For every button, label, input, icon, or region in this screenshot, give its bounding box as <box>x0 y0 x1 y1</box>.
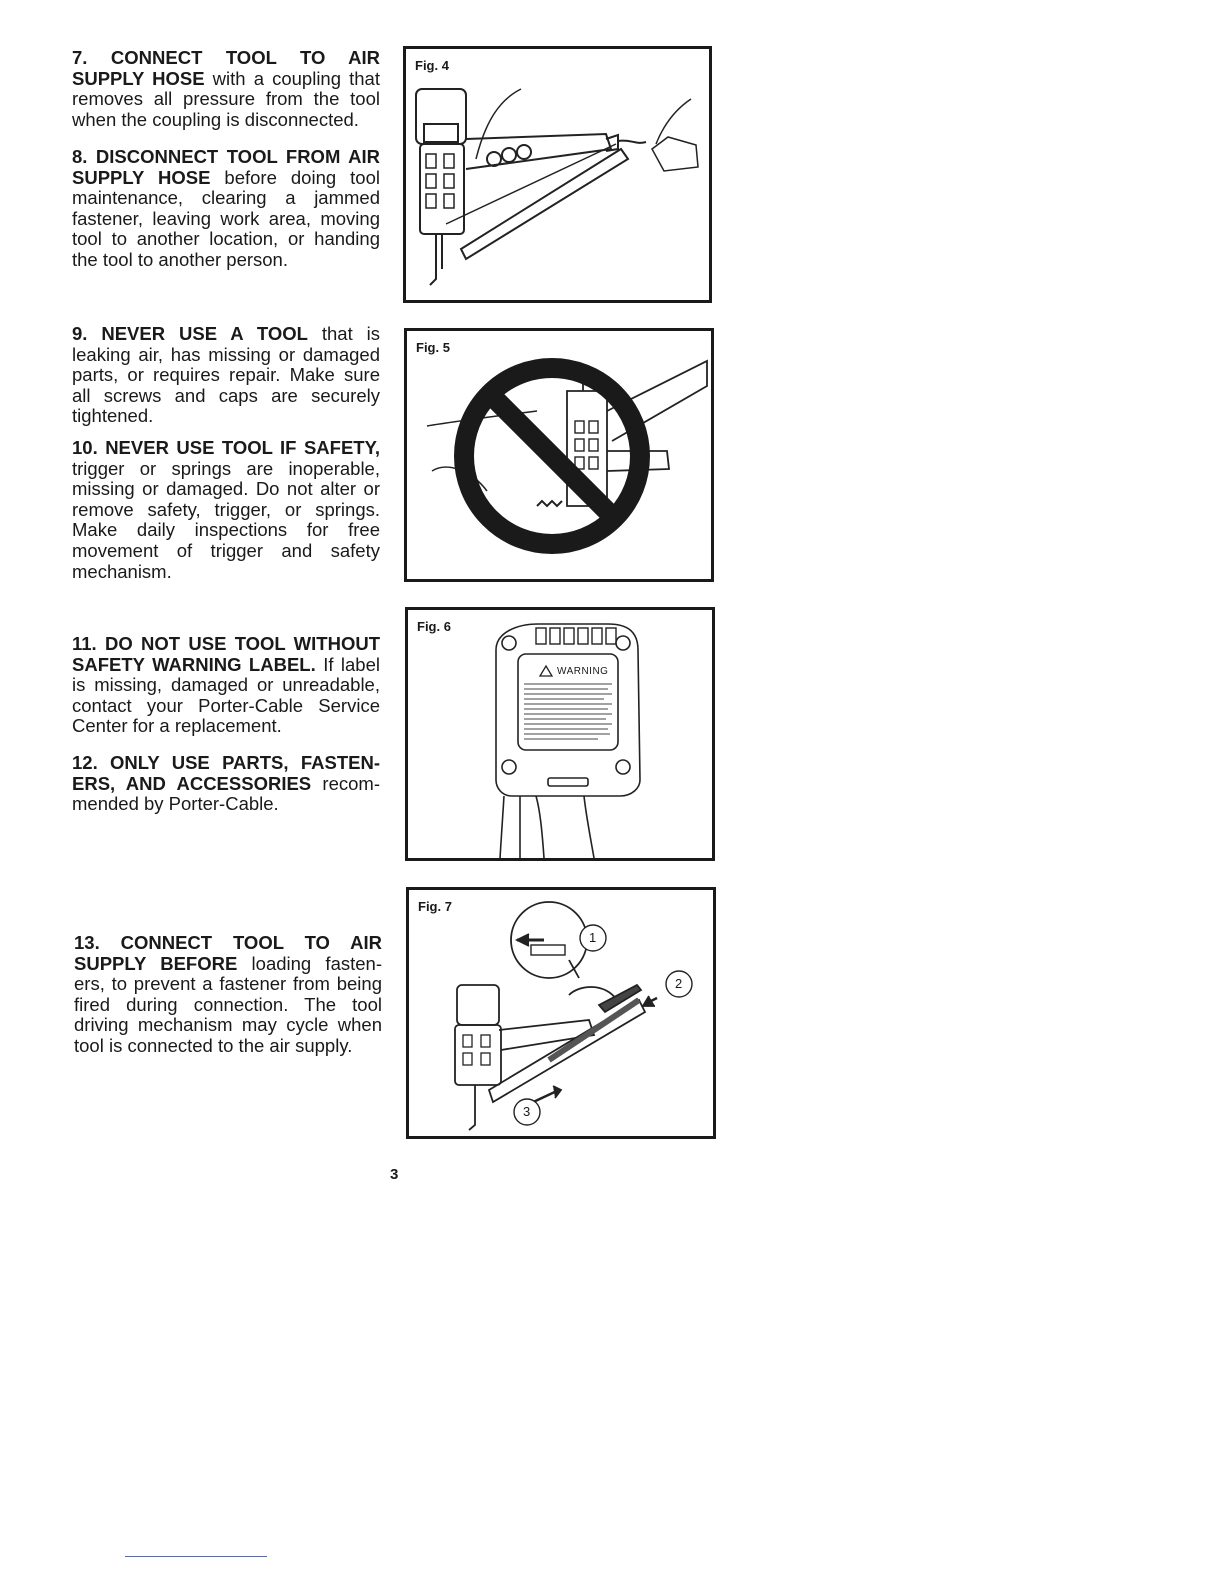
item-8-number: 8. <box>72 146 88 167</box>
item-9-text: that is leaking air, has missing or damaged parts, or requires repair. Make sure all screws and caps are securely tightened. <box>72 323 380 427</box>
item-10-heading: NEVER USE TOOL IF SAFETY, <box>105 437 381 458</box>
fig4-label: Fig. 4 <box>415 58 449 73</box>
fig7-callout-1: 1 <box>589 930 597 945</box>
item-7-number: 7. <box>72 47 88 68</box>
fig6-warning-text: WARNING <box>557 666 609 677</box>
fig7-callout-3: 3 <box>523 1104 531 1119</box>
figure-5 <box>404 328 714 582</box>
fig7-body-shape <box>455 1025 501 1085</box>
fig6-label-drawing <box>408 610 712 858</box>
item-10-text: trigger or springs are inoperable, missing or damaged. Do not alter or remove safety, trigger, or springs. Make daily inspections for free movement of trigger and safety mechanism. <box>72 457 380 582</box>
fig5-label: Fig. 5 <box>416 340 450 355</box>
item-12-text: recom-mended by Porter-Cable. <box>72 772 380 815</box>
item-13-heading: CONNECT TOOL TO AIR SUPPLY BEFORE <box>74 932 382 974</box>
fig6-label: Fig. 6 <box>417 619 451 634</box>
fig7-callout-2: 2 <box>675 976 683 991</box>
item-9-number: 9. <box>72 323 88 344</box>
fig5-prohibited-drawing <box>407 331 711 579</box>
item-11-number: 11. <box>72 633 97 654</box>
fig7-label: Fig. 7 <box>418 899 452 914</box>
item-7 <box>72 48 380 130</box>
item-10 <box>72 438 380 582</box>
item-8-heading: DISCONNECT TOOL FROM AIR SUPPLY HOSE <box>72 146 381 188</box>
item-9 <box>72 324 380 427</box>
footer-rule <box>125 1556 267 1557</box>
item-13-number: 13. <box>74 932 100 953</box>
item-11 <box>72 634 380 737</box>
figure-4 <box>403 46 712 303</box>
item-9-heading: NEVER USE A TOOL <box>101 323 308 344</box>
fig4-cap-window <box>424 124 458 142</box>
item-12-heading: ONLY USE PARTS, FASTEN-ERS, AND ACCESSORIES <box>72 752 380 794</box>
item-12-number: 12. <box>72 752 98 773</box>
item-7-text: with a coupling that removes all pressure from the tool when the coupling is disconnected. <box>72 67 380 130</box>
item-8 <box>72 147 380 271</box>
item-7-heading: CONNECT TOOL TO AIR SUPPLY HOSE <box>72 47 380 89</box>
fig7-loading-drawing <box>409 890 713 1136</box>
item-12 <box>72 753 380 815</box>
fig4-nailer-drawing <box>406 49 709 300</box>
item-11-text: If label is missing, damaged or unreadable, contact your Porter-Cable Service Center for a replacement. <box>72 653 380 737</box>
item-13 <box>74 933 382 1057</box>
item-8-text: before doing tool maintenance, clearing a jammed fastener, leaving work area, moving tool to another location, or handing the tool to another person. <box>72 166 380 270</box>
page-number: 3 <box>390 1166 399 1183</box>
item-13-text: loading fasten-ers, to prevent a fastener from being fired during connection. The tool driving mechanism may cycle when tool is connected to the air supply. <box>74 952 382 1056</box>
item-10-number: 10. <box>72 437 98 458</box>
figure-6 <box>405 607 715 861</box>
figure-7 <box>406 887 716 1139</box>
fig7-cap-shape <box>457 985 499 1025</box>
item-11-heading: DO NOT USE TOOL WITHOUT SAFETY WARNING LABEL. <box>72 633 380 675</box>
fig5-no-sign-slash <box>490 394 614 518</box>
